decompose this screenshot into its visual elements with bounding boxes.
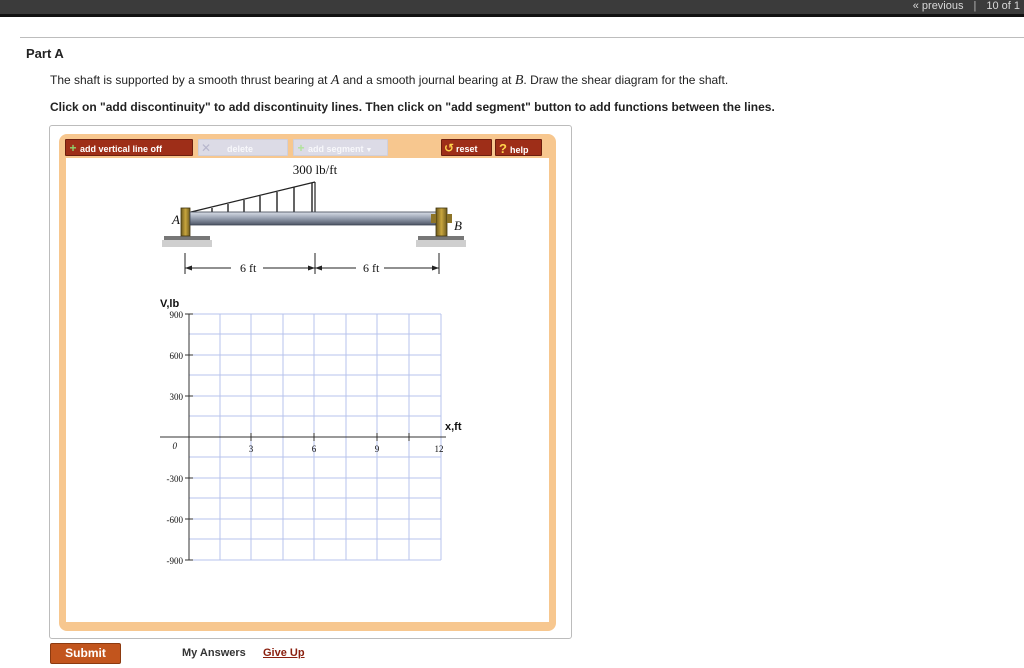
plus-icon: + [69,141,77,155]
variable-b: B [514,73,524,88]
y-tick-labels [167,310,184,566]
section-divider [20,37,1024,38]
reset-icon: ↺ [443,141,455,155]
dimension-label-2: 6 ft [363,261,380,275]
add-segment-label: add segment [308,144,364,154]
add-vertical-line-label: add vertical line off [80,144,163,154]
submit-button[interactable]: Submit [50,643,121,664]
delete-label: delete [227,144,254,154]
y-tick-label: 0 [172,441,177,451]
add-segment-button[interactable] [293,139,388,156]
previous-link[interactable]: « previous [912,0,964,12]
reset-label: reset [456,144,478,154]
y-tick-label: -900 [166,556,183,566]
x-tick-label: 6 [311,444,317,454]
close-icon: ✕ [200,141,212,155]
top-bar [0,0,1024,17]
x-axis-label: x,ft [445,421,462,433]
help-button[interactable] [495,139,542,156]
problem-text-3: . Draw the shear diagram for the shaft. [523,73,729,87]
part-title: Part A [26,46,64,61]
dimension-lines [185,253,439,274]
reset-button[interactable] [441,139,492,156]
applet-workspace [66,158,549,622]
dimension-label-1: 6 ft [240,261,257,275]
delete-button[interactable] [198,139,288,156]
help-label: help [510,145,529,155]
y-tick-label: 300 [169,392,183,402]
plus-icon: + [297,141,305,155]
x-tick-label: 3 [248,444,254,454]
label-a: A [172,212,180,227]
plot-axes [160,314,446,560]
chevron-down-icon: ▼ [365,147,373,154]
nav-separator: | [973,0,977,12]
help-icon: ? [499,141,507,156]
problem-text-2: and a smooth journal bearing at [339,73,515,87]
top-navigation [913,0,1020,14]
shaft [190,212,438,225]
y-tick-label: 600 [169,351,183,361]
y-axis-label: V,lb [160,298,180,310]
x-tick-label: 12 [434,444,444,454]
shear-diagram-applet [59,134,556,631]
label-b: B [454,218,462,233]
problem-statement [50,73,728,89]
variable-a: A [330,73,340,88]
add-vertical-line-button[interactable] [65,139,193,156]
page-count: 10 of 1 [986,0,1020,12]
y-tick-label: -300 [166,474,183,484]
x-tick-label: 9 [374,444,380,454]
workspace-svg [66,158,549,622]
y-tick-label: 900 [169,310,183,320]
load-label: 300 lb/ft [292,162,338,177]
my-answers-link[interactable]: My Answers [182,647,246,659]
give-up-link[interactable]: Give Up [263,647,305,659]
instruction-text: Click on "add discontinuity" to add discontinuity lines. Then click on "add segment" button to add functions between the lines. [50,100,775,114]
y-tick-label: -600 [166,515,183,525]
problem-text-1: The shaft is supported by a smooth thrust bearing at [50,73,331,87]
